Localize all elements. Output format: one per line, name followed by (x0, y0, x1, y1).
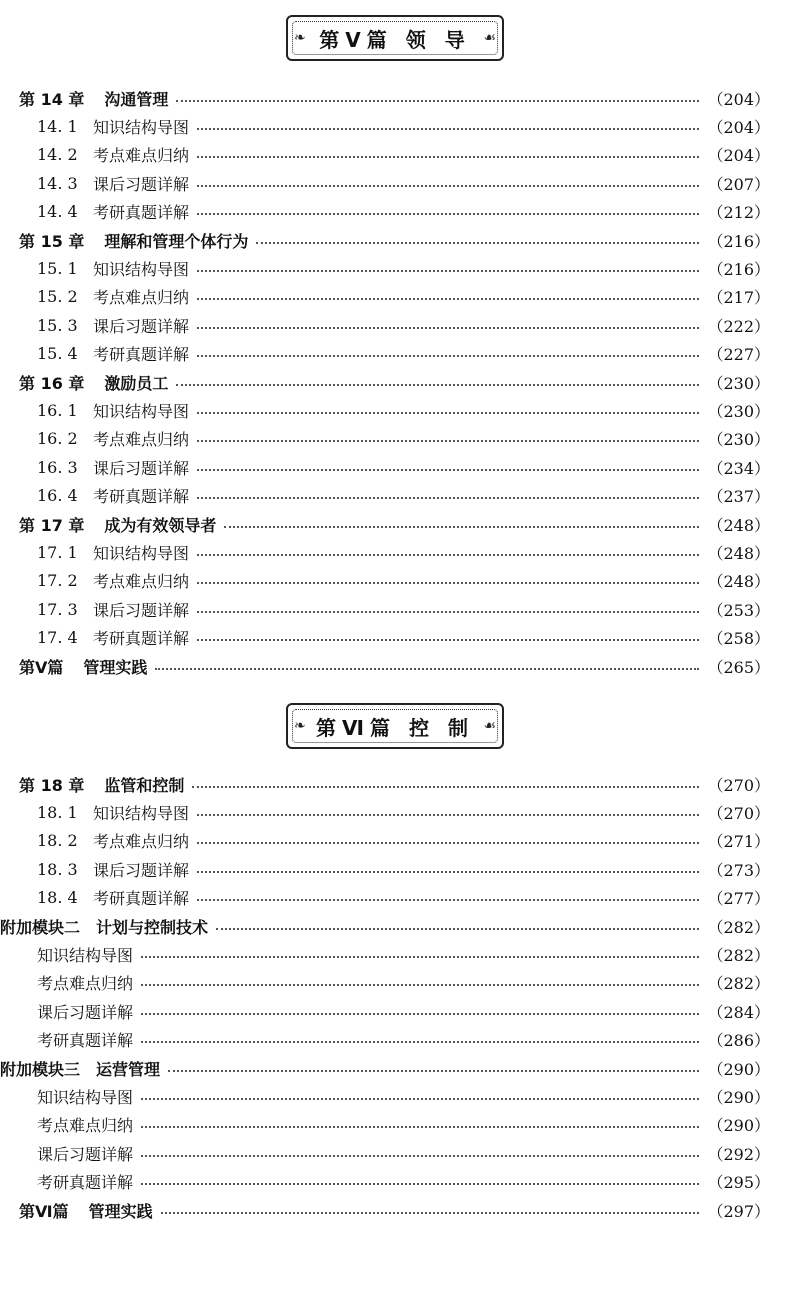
toc-subsection-row[interactable] (0, 283, 790, 311)
toc-number: 16. 1 (37, 400, 78, 420)
toc-subsection-row[interactable] (0, 340, 790, 368)
toc-chapter-row[interactable] (0, 770, 790, 798)
toc-list (0, 770, 790, 1224)
toc-page-number: （282） (707, 946, 770, 966)
toc-chapter-row[interactable] (0, 226, 790, 254)
toc-page-number: （227） (707, 345, 770, 365)
toc-page-number: （204） (707, 118, 770, 138)
toc-page-number: （290） (707, 1059, 770, 1079)
dot-leader (197, 411, 699, 414)
toc-page-number: （284） (707, 1002, 770, 1022)
dot-leader (197, 297, 699, 300)
toc-page-number: （237） (707, 487, 770, 507)
toc-subsection-row[interactable] (0, 425, 790, 453)
toc-title: 监管和控制 (104, 775, 185, 795)
toc-page-number: （277） (707, 889, 770, 909)
toc-title: 理解和管理个体行为 (104, 231, 249, 251)
toc-page-number: （230） (707, 430, 770, 450)
toc-title: 考点难点归纳 (93, 572, 190, 592)
toc-number: 第 18 章 (19, 775, 85, 795)
toc-page-number: （212） (707, 203, 770, 223)
toc-page-number: （216） (707, 260, 770, 280)
dot-leader (197, 841, 699, 844)
toc-subsection-row[interactable] (0, 623, 790, 651)
toc-number: 17. 2 (37, 571, 78, 591)
toc-subsection-row[interactable] (0, 481, 790, 509)
toc-page-number: （230） (707, 373, 770, 393)
toc-subsection-row[interactable] (0, 254, 790, 282)
dot-leader (155, 667, 699, 670)
toc-subsection-row[interactable] (0, 311, 790, 339)
dot-leader (197, 610, 699, 613)
toc-number: 15. 4 (37, 344, 78, 364)
dot-leader (141, 1125, 699, 1128)
part-title: 第Ⅴ篇 领 导 (319, 27, 471, 52)
toc-page-number: （295） (707, 1173, 770, 1193)
dot-leader (197, 553, 699, 556)
toc-number: 17. 4 (37, 628, 78, 648)
dot-leader (168, 1069, 699, 1072)
toc-title: 考点难点归纳 (93, 288, 190, 308)
toc-title: 考点难点归纳 (37, 974, 134, 994)
part-banner (286, 703, 504, 749)
toc-title: 知识结构导图 (37, 946, 134, 966)
toc-number: 第 14 章 (19, 89, 85, 109)
toc-page-number: （270） (707, 775, 770, 795)
toc-title: 知识结构导图 (37, 1087, 134, 1107)
dot-leader (197, 638, 699, 641)
toc-page-number: （204） (707, 89, 770, 109)
toc-number: 15. 3 (37, 315, 78, 335)
toc-chapter-row[interactable] (0, 510, 790, 538)
dot-leader (197, 468, 699, 471)
toc-page-number: （273） (707, 860, 770, 880)
dot-leader (197, 813, 699, 816)
dot-leader (224, 525, 699, 528)
toc-title: 附加模块二 计划与控制技术 (0, 917, 209, 937)
toc-subsection-row[interactable] (0, 538, 790, 566)
toc-subsection-row[interactable] (0, 827, 790, 855)
toc-number: 第Ⅴ篇 (19, 657, 64, 677)
toc-title: 考研真题详解 (93, 889, 190, 909)
dot-leader (197, 870, 699, 873)
toc-number: 15. 1 (37, 259, 78, 279)
toc-title: 知识结构导图 (93, 543, 190, 563)
ornament-icon: ☙ (483, 30, 496, 46)
dot-leader (176, 99, 699, 102)
toc-number: 第Ⅵ篇 (19, 1201, 69, 1221)
toc-subsection-row[interactable] (0, 1111, 790, 1139)
toc-number: 18. 4 (37, 888, 78, 908)
toc-subsection-row[interactable] (0, 969, 790, 997)
toc-title: 考点难点归纳 (93, 430, 190, 450)
dot-leader (197, 155, 699, 158)
toc-subsection-row[interactable] (0, 1167, 790, 1195)
toc-title: 附加模块三 运营管理 (0, 1059, 161, 1079)
toc-title: 考研真题详解 (93, 203, 190, 223)
dot-leader (192, 785, 699, 788)
toc-number: 17. 1 (37, 542, 78, 562)
toc-page-number: （234） (707, 458, 770, 478)
toc-title: 沟通管理 (104, 89, 169, 109)
dot-leader (141, 1182, 699, 1185)
toc-page-number: （204） (707, 146, 770, 166)
toc-chapter-row[interactable] (0, 1196, 790, 1224)
toc-subsection-row[interactable] (0, 169, 790, 197)
toc-page-number: （271） (707, 832, 770, 852)
toc-title: 考研真题详解 (93, 629, 190, 649)
toc-subsection-row[interactable] (0, 141, 790, 169)
toc-number: 14. 4 (37, 202, 78, 222)
toc-page-number: （258） (707, 629, 770, 649)
toc-page-number: （290） (707, 1116, 770, 1136)
toc-number: 14. 2 (37, 145, 78, 165)
toc-chapter-row[interactable] (0, 912, 790, 940)
dot-leader (197, 326, 699, 329)
toc-title: 课后习题详解 (93, 458, 190, 478)
toc-chapter-row[interactable] (0, 368, 790, 396)
dot-leader (197, 439, 699, 442)
toc-number: 18. 3 (37, 859, 78, 879)
toc-title: 课后习题详解 (93, 316, 190, 336)
toc-title: 考研真题详解 (93, 345, 190, 365)
toc-title: 考点难点归纳 (37, 1116, 134, 1136)
dot-leader (141, 983, 699, 986)
toc-page-number: （292） (707, 1144, 770, 1164)
toc-subsection-row[interactable] (0, 798, 790, 826)
toc-title: 激励员工 (104, 373, 169, 393)
toc-page-number: （217） (707, 288, 770, 308)
toc-subsection-row[interactable] (0, 595, 790, 623)
toc-title: 管理实践 (83, 657, 148, 677)
toc-page-number: （253） (707, 600, 770, 620)
toc-title: 考点难点归纳 (93, 146, 190, 166)
part-banner (286, 15, 504, 61)
dot-leader (197, 184, 699, 187)
toc-subsection-row[interactable] (0, 997, 790, 1025)
toc-number: 第 17 章 (19, 515, 85, 535)
toc-number: 14. 3 (37, 173, 78, 193)
toc-title: 课后习题详解 (93, 174, 190, 194)
dot-leader (161, 1211, 700, 1214)
toc-page-number: （207） (707, 174, 770, 194)
toc-page-number: （282） (707, 974, 770, 994)
toc-page-number: （270） (707, 804, 770, 824)
toc-title: 考研真题详解 (37, 1173, 134, 1193)
toc-title: 课后习题详解 (93, 600, 190, 620)
ornament-icon: ❧ (294, 718, 306, 734)
toc-number: 14. 1 (37, 117, 78, 137)
toc-page-number: （230） (707, 401, 770, 421)
toc-number: 18. 1 (37, 803, 78, 823)
toc-title: 管理实践 (88, 1201, 153, 1221)
toc-title: 知识结构导图 (93, 260, 190, 280)
toc-title: 成为有效领导者 (104, 515, 217, 535)
toc-number: 第 15 章 (19, 231, 85, 251)
dot-leader (141, 1012, 699, 1015)
toc-number: 15. 2 (37, 287, 78, 307)
toc-title: 考研真题详解 (37, 1031, 134, 1051)
toc-page-number: （248） (707, 543, 770, 563)
toc-page-number: （222） (707, 316, 770, 336)
dot-leader (141, 1097, 699, 1100)
toc-title: 课后习题详解 (37, 1002, 134, 1022)
part-title: 第Ⅵ篇 控 制 (316, 715, 474, 740)
dot-leader (197, 127, 699, 130)
toc-title: 考研真题详解 (93, 487, 190, 507)
toc-subsection-row[interactable] (0, 198, 790, 226)
toc-page-number: （290） (707, 1087, 770, 1107)
dot-leader (197, 581, 699, 584)
toc-page-number: （282） (707, 917, 770, 937)
toc-subsection-row[interactable] (0, 1026, 790, 1054)
toc-subsection-row[interactable] (0, 855, 790, 883)
toc-number: 16. 3 (37, 457, 78, 477)
dot-leader (256, 241, 699, 244)
dot-leader (176, 383, 699, 386)
toc-page-number: （216） (707, 231, 770, 251)
toc-chapter-row[interactable] (0, 84, 790, 112)
dot-leader (197, 496, 699, 499)
toc-title: 考点难点归纳 (93, 832, 190, 852)
toc-page-number: （248） (707, 572, 770, 592)
toc-title: 知识结构导图 (93, 118, 190, 138)
ornament-icon: ☙ (483, 718, 496, 734)
toc-number: 第 16 章 (19, 373, 85, 393)
dot-leader (141, 1040, 699, 1043)
dot-leader (197, 354, 699, 357)
toc-page-number: （248） (707, 515, 770, 535)
toc-title: 课后习题详解 (37, 1144, 134, 1164)
dot-leader (141, 955, 699, 958)
toc-chapter-row[interactable] (0, 652, 790, 680)
toc-subsection-row[interactable] (0, 884, 790, 912)
dot-leader (216, 927, 699, 930)
toc-number: 16. 2 (37, 429, 78, 449)
dot-leader (141, 1154, 699, 1157)
toc-subsection-row[interactable] (0, 1082, 790, 1110)
toc-number: 16. 4 (37, 486, 78, 506)
toc-page-number: （297） (707, 1201, 770, 1221)
toc-page-number: （265） (707, 657, 770, 677)
toc-number: 17. 3 (37, 599, 78, 619)
toc-subsection-row[interactable] (0, 567, 790, 595)
toc-subsection-row[interactable] (0, 112, 790, 140)
toc-chapter-row[interactable] (0, 1054, 790, 1082)
toc-subsection-row[interactable] (0, 1139, 790, 1167)
dot-leader (197, 212, 699, 215)
toc-title: 知识结构导图 (93, 401, 190, 421)
toc-title: 课后习题详解 (93, 860, 190, 880)
ornament-icon: ❧ (294, 30, 306, 46)
toc-list (0, 84, 790, 680)
toc-subsection-row[interactable] (0, 396, 790, 424)
toc-subsection-row[interactable] (0, 940, 790, 968)
toc-subsection-row[interactable] (0, 453, 790, 481)
dot-leader (197, 269, 699, 272)
toc-page-number: （286） (707, 1031, 770, 1051)
toc-number: 18. 2 (37, 831, 78, 851)
dot-leader (197, 898, 699, 901)
toc-title: 知识结构导图 (93, 804, 190, 824)
